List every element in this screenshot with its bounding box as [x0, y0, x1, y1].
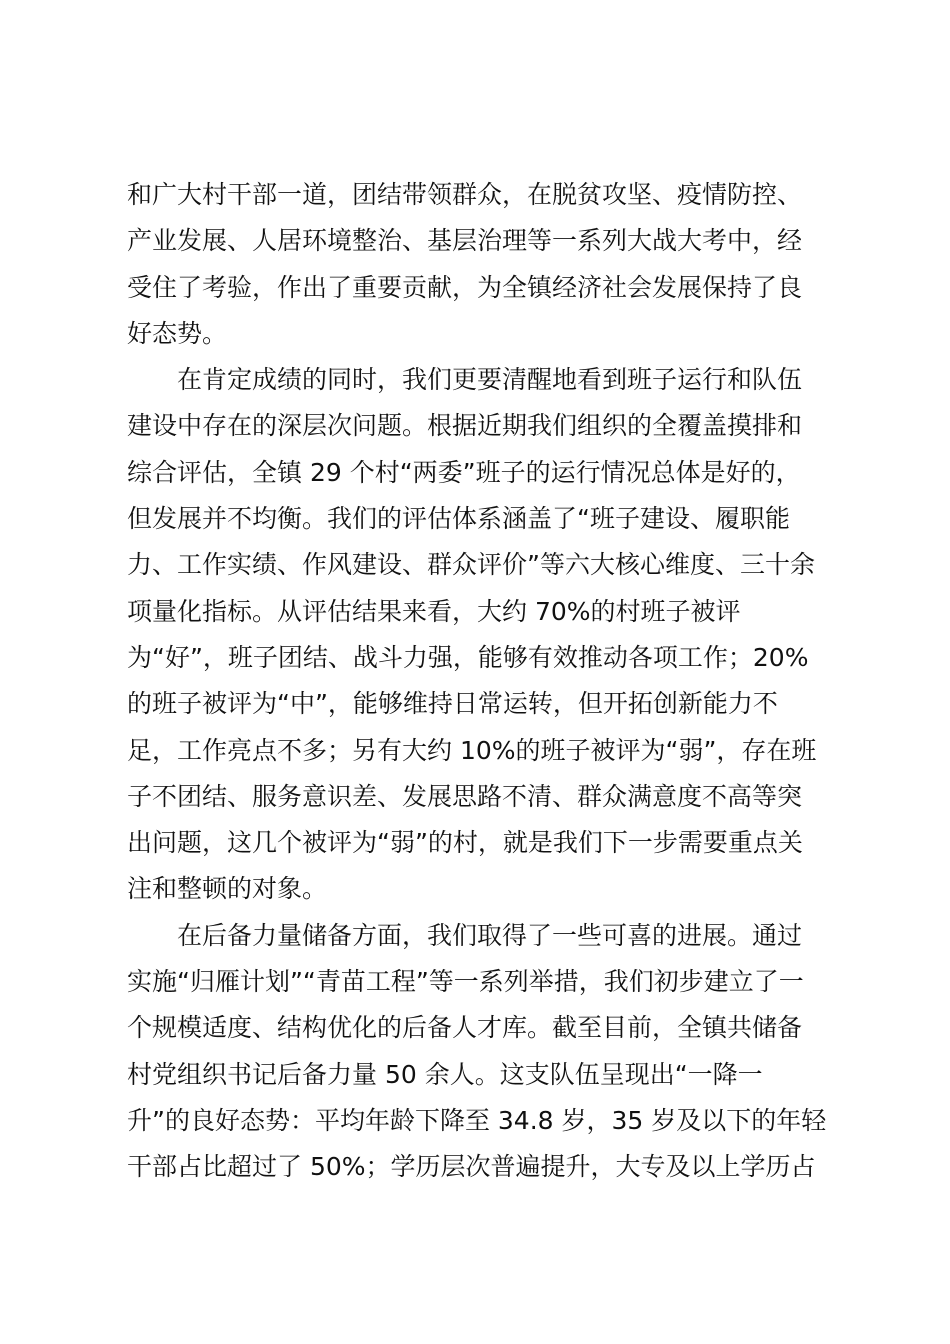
paragraph-first-line: 在肯定成绩的同时，我们更要清醒地看到班子运行和队伍	[177, 365, 803, 395]
text-line: 受住了考验，作出了重要贡献，为全镇经济社会发展保持了良	[127, 272, 803, 302]
text-line: 项量化指标。从评估结果来看，大约 70%的村班子被评	[127, 596, 741, 626]
text-line: 但发展并不均衡。我们的评估体系涵盖了“班子建设、履职能	[127, 504, 790, 534]
text-line: 注和整顿的对象。	[127, 874, 328, 904]
text-line: 好态势。	[127, 318, 228, 348]
text-line: 升”的良好态势：平均年龄下降至 34.8 岁，35 岁及以下的年轻	[127, 1105, 827, 1135]
paragraph-first-line: 在后备力量储备方面，我们取得了一些可喜的进展。通过	[177, 920, 803, 950]
text-line: 综合评估，全镇 29 个村“两委”班子的运行情况总体是好的，	[127, 457, 801, 487]
text-line: 干部占比超过了 50%；学历层次普遍提升，大专及以上学历占	[127, 1152, 816, 1182]
text-line: 力、工作实绩、作风建设、群众评价”等六大核心维度、三十余	[127, 550, 815, 580]
text-line: 足，工作亮点不多；另有大约 10%的班子被评为“弱”，存在班	[127, 735, 817, 765]
text-line: 建设中存在的深层次问题。根据近期我们组织的全覆盖摸排和	[127, 411, 803, 441]
text-line: 的班子被评为“中”，能够维持日常运转，但开拓创新能力不	[127, 689, 778, 719]
text-line: 子不团结、服务意识差、发展思路不清、群众满意度不高等突	[127, 781, 803, 811]
text-line: 村党组织书记后备力量 50 余人。这支队伍呈现出“一降一	[127, 1059, 763, 1089]
document-body	[127, 172, 847, 1191]
text-line: 实施“归雁计划”“青苗工程”等一系列举措，我们初步建立了一	[127, 967, 804, 997]
text-line: 产业发展、人居环境整治、基层治理等一系列大战大考中，经	[127, 226, 803, 256]
text-line: 和广大村干部一道，团结带领群众，在脱贫攻坚、疫情防控、	[127, 180, 803, 209]
text-line: 为“好”，班子团结、战斗力强，能够有效推动各项工作；20%	[127, 642, 809, 672]
text-line: 出问题，这几个被评为“弱”的村，就是我们下一步需要重点关	[127, 828, 803, 858]
text-line: 个规模适度、结构优化的后备人才库。截至目前，全镇共储备	[127, 1013, 803, 1043]
